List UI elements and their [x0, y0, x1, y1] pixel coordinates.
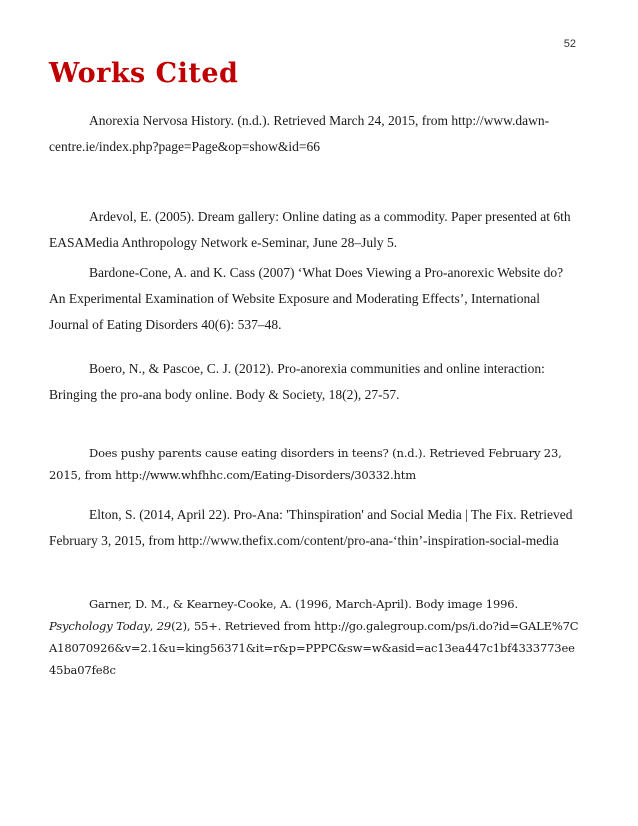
- page-number: 52: [563, 38, 576, 50]
- citation-entry: [49, 593, 579, 681]
- citation-volume: 29: [156, 619, 172, 633]
- citation-entry: Elton, S. (2014, April 22). Pro-Ana: 'Thinspiration' and Social Media | The Fix. Retrieved February 3, 2015, from http://www.thefix.com/content/pro-ana-‘thin’-inspiration-social-media: [49, 507, 573, 548]
- citation-authors: Garner, D. M., & Kearney-Cooke, A. (1996, March-April). Body image 1996.: [89, 597, 518, 611]
- page-title: Works Cited: [49, 58, 239, 89]
- citation-entry: Does pushy parents cause eating disorders in teens? (n.d.). Retrieved February 23, 2015, from http://www.whfhhc.com/Eating-Disorders/30332.htm: [49, 446, 562, 482]
- citation-issue: (2), 55+. Retrieved from: [171, 619, 315, 633]
- citation-entry: Ardevol, E. (2005). Dream gallery: Online dating as a commodity. Paper presented at 6th EASAMedia Anthropology Network e-Seminar, June 28–July 5.: [49, 209, 571, 250]
- citation-separator: ,: [149, 619, 157, 633]
- citation-url: http://go.galegroup.com/ps/i.do?id=GALE%7CA18070926&v=2.1&u=king56371&it=r&p=PPPC&sw=w&asid=ac13ea447c1bf4333773ee45ba07fe8c: [49, 619, 579, 677]
- citation-journal: Psychology Today: [49, 619, 150, 633]
- citation-entry: Boero, N., & Pascoe, C. J. (2012). Pro-anorexia communities and online interaction: Bringing the pro-ana body online. Body & Society, 18(2), 27-57.: [49, 361, 545, 402]
- citation-entry: Bardone-Cone, A. and K. Cass (2007) ‘What Does Viewing a Pro-anorexic Website do? An Experimental Examination of Website Exposure and Moderating Effects’, International Journal of Eating Disorders 40(6): 537–48.: [49, 265, 564, 332]
- citation-entry: Anorexia Nervosa History. (n.d.). Retrieved March 24, 2015, from http://www.dawn-centre.ie/index.php?page=Page&op=show&id=66: [49, 113, 550, 154]
